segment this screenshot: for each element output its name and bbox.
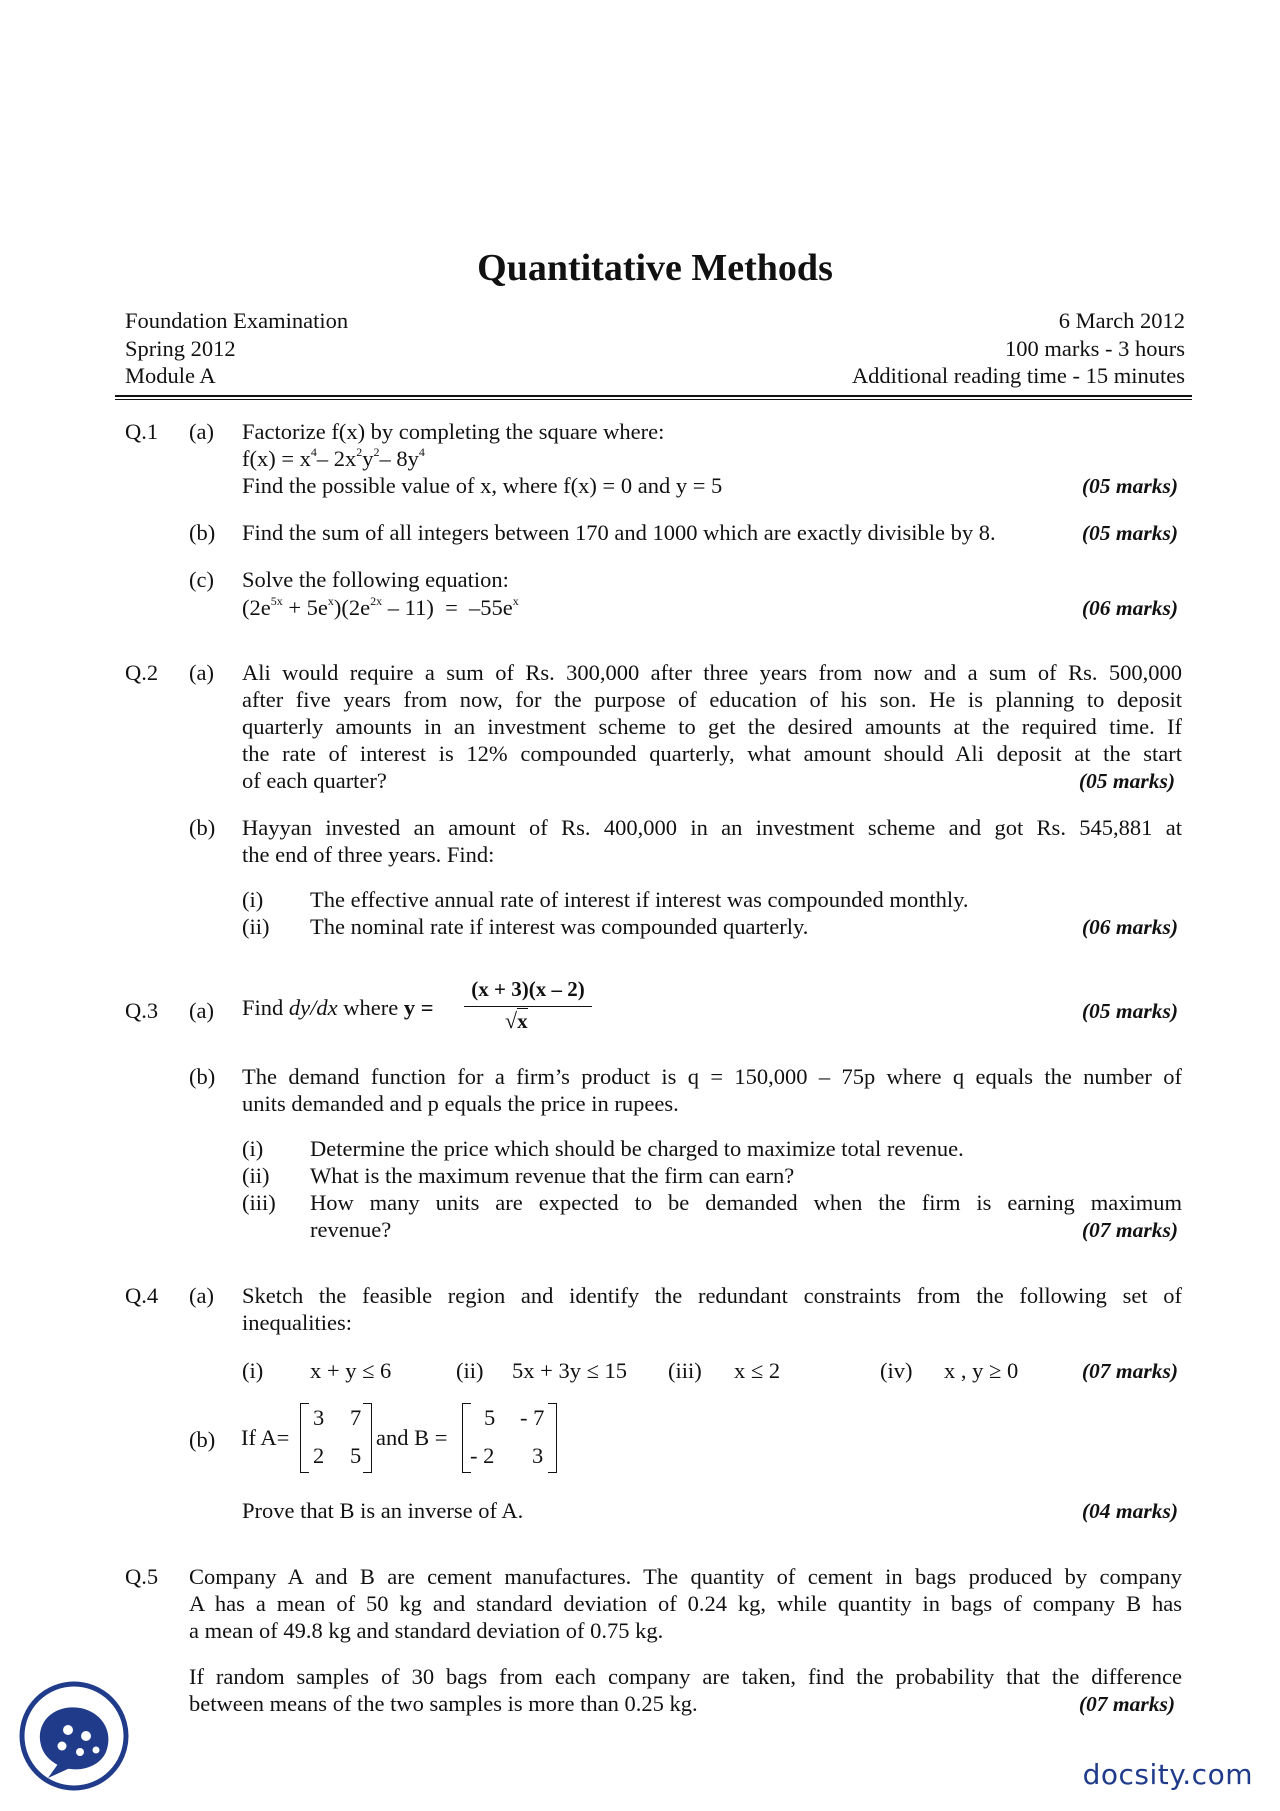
marks: (05 marks) — [1078, 769, 1175, 793]
q4a-line2: inequalities: — [242, 1310, 352, 1335]
marks: (07 marks) — [1081, 1218, 1178, 1242]
q3b-iii-line1: How many units are expected to be demanded when the firm is earning maximum — [310, 1190, 1182, 1215]
q2a-line: of each quarter? — [242, 768, 387, 793]
exam-module: Module A — [125, 363, 216, 388]
reading-time: Additional reading time - 15 minutes — [851, 363, 1185, 388]
q5-line: If random samples of 30 bags from each company are taken, find the probability that the difference — [189, 1664, 1182, 1689]
part-label: (a) — [189, 998, 214, 1023]
sub-label: (iii) — [668, 1358, 702, 1383]
q1c-line1: Solve the following equation: — [242, 567, 509, 592]
q2b-i-text: The effective annual rate of interest if interest was compounded monthly. — [310, 887, 969, 912]
matrix-cell: 2 — [313, 1443, 325, 1468]
q2b-ii-text: The nominal rate if interest was compounded quarterly. — [310, 914, 809, 939]
marks: (05 marks) — [1081, 999, 1178, 1023]
q3a-find: Find — [242, 995, 284, 1020]
sqrt-icon: √ — [505, 1008, 518, 1033]
marks: (07 marks) — [1078, 1692, 1175, 1716]
q5-line: a mean of 49.8 kg and standard deviation of 0.75 kg. — [189, 1618, 664, 1643]
marks: (06 marks) — [1081, 915, 1178, 939]
question-number: Q.3 — [125, 998, 159, 1023]
marks: (05 marks) — [1081, 474, 1178, 498]
exam-date: 6 March 2012 — [1058, 308, 1185, 333]
fraction-denominator — [505, 1008, 528, 1034]
part-label: (a) — [189, 660, 214, 685]
part-label: (a) — [189, 419, 214, 444]
sub-label: (iv) — [880, 1358, 913, 1383]
question-number: Q.4 — [125, 1283, 159, 1308]
matrix-cell: 7 — [350, 1405, 362, 1430]
constraint-1: x + y ≤ 6 — [310, 1358, 392, 1383]
matrix-bracket-left — [300, 1403, 309, 1473]
sub-label: (i) — [242, 887, 264, 912]
q2a-line: Ali would require a sum of Rs. 300,000 after three years from now and a sum of Rs. 500,000 — [242, 660, 1182, 685]
q3b-ii-text: What is the maximum revenue that the firm can earn? — [310, 1163, 795, 1188]
fraction-numerator: (x + 3)(x – 2) — [471, 977, 585, 1001]
part-label: (b) — [189, 815, 216, 840]
docsity-link[interactable]: docsity.com — [1082, 1758, 1253, 1791]
sub-label: (ii) — [242, 914, 270, 939]
matrix-a-label: If A= — [241, 1425, 290, 1450]
part-label: (a) — [189, 1283, 214, 1308]
q3a-y: y = — [403, 995, 434, 1020]
sub-label: (iii) — [242, 1190, 276, 1215]
marks: (06 marks) — [1081, 596, 1178, 620]
q2a-line: after five years from now, for the purpose of education of his son. He is planning to deposit — [242, 687, 1182, 712]
matrix-cell: 3 — [313, 1405, 325, 1430]
sub-label: (i) — [242, 1136, 264, 1161]
q1b-text: Find the sum of all integers between 170 and 1000 which are exactly divisible by 8. — [242, 520, 996, 545]
q2a-line: the rate of interest is 12% compounded quarterly, what amount should Ali deposit at the start — [242, 741, 1182, 766]
q5-line: between means of the two samples is more than 0.25 kg. — [189, 1691, 698, 1716]
q2b-line: Hayyan invested an amount of Rs. 400,000 in an investment scheme and got Rs. 545,881 at — [242, 815, 1182, 840]
constraint-3: x ≤ 2 — [734, 1358, 781, 1383]
part-label: (b) — [189, 1427, 216, 1452]
exam-session: Spring 2012 — [125, 335, 236, 361]
q3b-line: units demanded and p equals the price in rupees. — [242, 1091, 679, 1116]
header-right — [852, 307, 1185, 390]
fraction-bar — [464, 1006, 592, 1007]
part-label: (b) — [189, 1064, 216, 1089]
q3a-prefix — [242, 994, 434, 1022]
q3a-dydx: dy/dx — [288, 995, 338, 1020]
q2b-line: the end of three years. Find: — [242, 842, 495, 867]
q3b-i-text: Determine the price which should be charged to maximize total revenue. — [310, 1136, 964, 1161]
sub-label: (ii) — [242, 1163, 270, 1188]
question-number: Q.5 — [125, 1564, 159, 1589]
header-rule-thin — [115, 399, 1192, 400]
part-label: (b) — [189, 520, 216, 545]
q4a-line1: Sketch the feasible region and identify the redundant constraints from the following set of — [242, 1283, 1182, 1308]
page-title: Quantitative Methods — [477, 247, 833, 289]
part-label: (c) — [189, 567, 214, 592]
marks: (05 marks) — [1081, 521, 1178, 545]
header-left — [125, 307, 348, 390]
sub-label: (ii) — [456, 1358, 484, 1383]
q3b-line: The demand function for a firm’s product is q = 150,000 – 75p where q equals the number of — [242, 1064, 1182, 1089]
matrix-cell: 5 — [484, 1405, 496, 1430]
sub-label: (i) — [242, 1358, 264, 1383]
q1a-line3: Find the possible value of x, where f(x) = 0 and y = 5 — [242, 473, 723, 498]
exam-name: Foundation Examination — [125, 308, 349, 333]
docsity-logo-icon[interactable] — [18, 1680, 130, 1792]
matrix-bracket-right — [548, 1403, 557, 1473]
q1a-line1: Factorize f(x) by completing the square where: — [242, 419, 665, 444]
q2a-line: quarterly amounts in an investment scheme to get the desired amounts at the required time. If — [242, 714, 1182, 739]
matrix-cell: 3 — [532, 1443, 544, 1468]
q3b-iii-line2: revenue? — [310, 1217, 392, 1242]
q1c-equation: $(2e^{5x} + 5e^x)(2e^{2x} - 11) = -55e^x$ — [242, 594, 519, 620]
matrix-cell: - 2 — [470, 1443, 495, 1468]
q5-line: Company A and B are cement manufactures. The quantity of cement in bags produced by company — [189, 1564, 1182, 1589]
matrix-cell: - 7 — [520, 1405, 545, 1430]
marks: (07 marks) — [1081, 1359, 1178, 1383]
q4b-prove: Prove that B is an inverse of A. — [242, 1498, 524, 1523]
sqrt-radicand: x — [517, 1009, 528, 1033]
matrix-cell: 5 — [350, 1443, 362, 1468]
constraint-2: 5x + 3y ≤ 15 — [512, 1358, 628, 1383]
q5-line: A has a mean of 50 kg and standard deviation of 0.24 kg, while quantity in bags of company B has — [189, 1591, 1182, 1616]
exam-duration: 100 marks - 3 hours — [1005, 335, 1185, 361]
matrix-b-label: and B = — [376, 1425, 448, 1450]
matrix-bracket-right — [363, 1403, 372, 1473]
constraint-4: x , y ≥ 0 — [944, 1358, 1019, 1383]
marks: (04 marks) — [1081, 1499, 1178, 1523]
question-number: Q.2 — [125, 660, 159, 685]
question-number: Q.1 — [125, 419, 159, 444]
q1a-function: $f(x) = x^4-$ $2x^2y^2-$ $8y^4$ — [242, 445, 425, 471]
q3a-where: where — [343, 995, 399, 1020]
header-rule — [115, 395, 1192, 397]
